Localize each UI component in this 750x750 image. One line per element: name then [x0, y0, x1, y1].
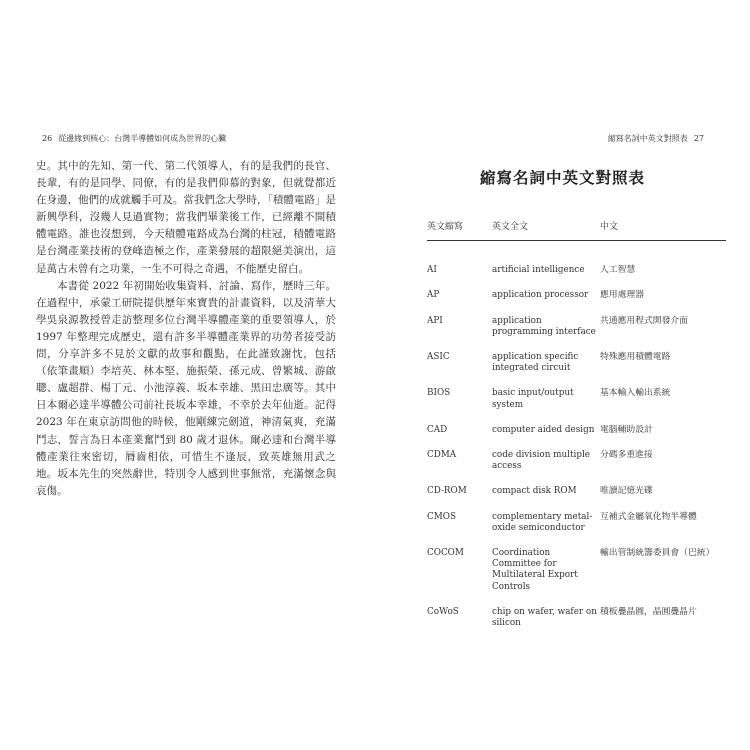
header-english: 英文全文	[492, 222, 600, 241]
abbr-cell: CoWoS	[427, 606, 459, 617]
english-cell: application specific integrated circuit	[492, 352, 579, 374]
paragraph: 史。其中的先知、第一代、第二代領導人，有的是我們的長官、長輩，有的是同學、同僚，有的是我們仰慕的對象，但就覺都近在身邊，他們的成就觸手可及。當我們念大學時，「積體電路」是新興學科，沒幾人見過實物；當我們畢業後工作，已經離不開積體電路。誰也沒想到，今天積體電路成為台灣的柱冠，積體電路是台灣產業技術的登峰造極之作，產業發展的超限絕美演出，這是萬古未曾有之功業，一生不可得之奇遇，不能歷史留白。	[36, 160, 336, 275]
english-cell: artificial intelligence	[492, 265, 585, 276]
table-row	[427, 607, 726, 643]
english-cell: code division multiple access	[492, 450, 590, 472]
english-cell: chip on wafer, wafer on silicon	[492, 606, 597, 629]
page-number: 26	[42, 134, 53, 143]
chinese-cell: 互補式金屬氧化物半導體	[600, 511, 697, 522]
english-cell: compact disk ROM	[492, 486, 577, 497]
header-abbr: 英文縮寫	[427, 222, 492, 241]
running-head-right	[608, 133, 710, 144]
table-row	[427, 265, 726, 290]
english-cell: application processor	[492, 290, 589, 301]
table-row	[427, 316, 726, 352]
header-chinese: 中文	[600, 222, 726, 241]
glossary-title: 縮寫名詞中英文對照表	[479, 168, 645, 187]
table-row	[427, 486, 726, 511]
book-title: 從邊緣到核心：台灣半導體如何成為世界的心臟	[58, 134, 227, 143]
table-row	[427, 548, 726, 607]
abbr-cell: CMOS	[427, 511, 456, 522]
table-row	[427, 450, 726, 486]
english-cell: Coordination Committee for Multilateral Export Controls	[492, 548, 578, 592]
page-number: 27	[693, 134, 704, 143]
abbr-cell: CD-ROM	[427, 486, 467, 497]
abbr-cell: BIOS	[427, 388, 451, 399]
english-cell: basic input/output system	[492, 388, 574, 410]
abbr-cell: API	[427, 315, 443, 326]
chinese-cell: 基本輸入輸出系統	[600, 388, 671, 399]
chinese-cell: 特殊應用積體電路	[600, 352, 671, 363]
abbr-cell: COCOM	[427, 548, 464, 559]
section-title: 縮寫名詞中英文對照表	[607, 134, 688, 143]
chinese-cell: 人工智慧	[600, 265, 636, 276]
table-header-row	[427, 222, 726, 241]
paragraph: 本書從 2022 年初開始收集資料、討論、寫作，歷時三年。在過程中，承蒙工研院提供歷年來寶貴的計畫資料，以及清華大學吳泉源教授曾走訪整理多位台灣半導體產業的重要領導人，於 1997 年整理完成歷史，還有許多半導體產業界的功勞者接受訪問，分享許多不見於文獻的故事和觀點，在此謹致謝忱，包括（依筆畫順）李培英、林本堅、施振榮、孫元成、曾繁城、游啟聰、盧超群、楊丁元、小池淳義、坂本幸雄、黑田忠廣等。其中日本爾必達半導體公司前社長坂本幸雄，不幸於去年仙逝。記得 2023 年在東京訪問他的時候，他剛練完劍道，神清氣爽，充滿鬥志，誓言為日本產業奮鬥到 80 歲才退休。爾必達和台灣半導體產業往來密切，脣齒相依，可惜生不逢辰，致英雄無用武之地。坂本先生的突然辭世，特別令人感到世事無常，充滿懷念與哀傷。	[36, 279, 336, 497]
right-page	[375, 0, 750, 750]
chinese-cell: 應用處理器	[600, 290, 644, 301]
chinese-cell: 積板疊晶圓，晶圓疊晶片	[600, 606, 697, 617]
table-row	[427, 512, 726, 548]
glossary-table	[427, 222, 726, 643]
abbr-cell: AP	[427, 290, 440, 301]
english-cell: complementary metal-oxide semiconductor	[492, 511, 593, 533]
table-row	[427, 352, 726, 388]
chinese-cell: 共通應用程式開發介面	[600, 315, 688, 326]
abbr-cell: AI	[427, 265, 437, 276]
chinese-cell: 分碼多重進接	[600, 450, 653, 461]
running-head-left	[36, 133, 226, 144]
abbr-cell: ASIC	[427, 352, 450, 363]
chinese-cell: 輸出管制統籌委員會（巴統）	[600, 548, 715, 559]
chinese-cell: 電腦輔助設計	[600, 424, 653, 435]
table-row	[427, 388, 726, 424]
table-row	[427, 290, 726, 315]
body-text	[36, 158, 336, 500]
english-cell: application programming interface	[492, 315, 596, 337]
abbr-cell: CDMA	[427, 450, 457, 461]
abbr-cell: CAD	[427, 424, 448, 435]
table-row	[427, 425, 726, 450]
chinese-cell: 唯讀記憶光碟	[600, 486, 653, 497]
english-cell: computer aided design	[492, 424, 595, 435]
